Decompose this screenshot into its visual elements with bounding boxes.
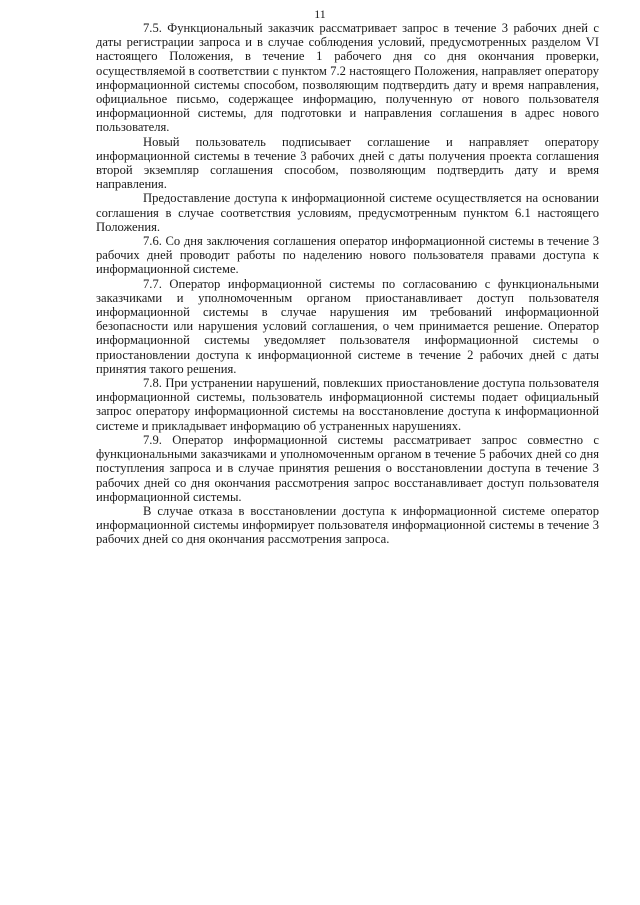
paragraph-refusal: В случае отказа в восстановлении доступа к информационной системе оператор информационной системы информирует пользователя информационной системы в течение 3 рабочих дней со дня окончания рассмотрения запроса. [96,503,599,547]
paragraph-7-6: 7.6. Со дня заключения соглашения оператор информационной системы в течение 3 рабочих дней проводит работы по наделению нового пользователя правами доступа к информационной системе. [96,234,599,277]
paragraph-7-7: 7.7. Оператор информационной системы по согласованию с функциональными заказчиками и уполномоченным органом приостанавливает доступ пользователя информационной системы в случае нарушения им требований информационной безопасности или нарушения условий соглашения, о чем принимается решение. Оператор информационной системы уведомляет пользователя информационной системы о приостановлении доступа к информационной системе в течение 2 рабочих дней с даты принятия такого решения. [96,276,599,376]
paragraph-access-grant: Предоставление доступа к информационной системе осуществляется на основании соглашения в случае соответствия условиям, предусмотренным пунктом 6.1 настоящего Положения. [96,191,599,234]
paragraph-new-user-signs: Новый пользователь подписывает соглашение и направляет оператору информационной системы в течение 3 рабочих дней с даты получения проекта соглашения второй экземпляр соглашения способом, позволяющим подтвердить дату и время направления. [96,134,599,192]
page-number: 11 [314,7,326,21]
paragraph-7-8: 7.8. При устранении нарушений, повлекших приостановление доступа пользователя информационной системы, пользователь информационной системы подает официальный запрос оператору информационной системы на восстановление доступа к информационной системе и прикладывает информацию об устраненных нарушениях. [96,376,599,433]
paragraph-7-5: 7.5. Функциональный заказчик рассматривает запрос в течение 3 рабочих дней с даты регистрации запроса и в случае соблюдения условий, предусмотренных разделом VI настоящего Положения, в течение 1 рабочего дня со дня окончания проверки, осуществляемой в соответствии с пунктом 7.2 настоящего Положения, направляет оператору информационной системы способом, позволяющим подтвердить дату и время направления, официальное письмо, содержащее информацию, полученную от нового пользователя информационной системы, для подготовки и направления соглашения в адрес нового пользователя. [96,21,599,135]
document-body [96,21,599,547]
paragraph-7-9: 7.9. Оператор информационной системы рассматривает запрос совместно с функциональными заказчиками и уполномоченным органом в течение 5 рабочих дней со дня поступления запроса и в случае принятия решения о восстановлении доступа в течение 3 рабочих дней со дня окончания рассмотрения запрос восстанавливает доступ пользователя информационной системы. [96,432,599,504]
